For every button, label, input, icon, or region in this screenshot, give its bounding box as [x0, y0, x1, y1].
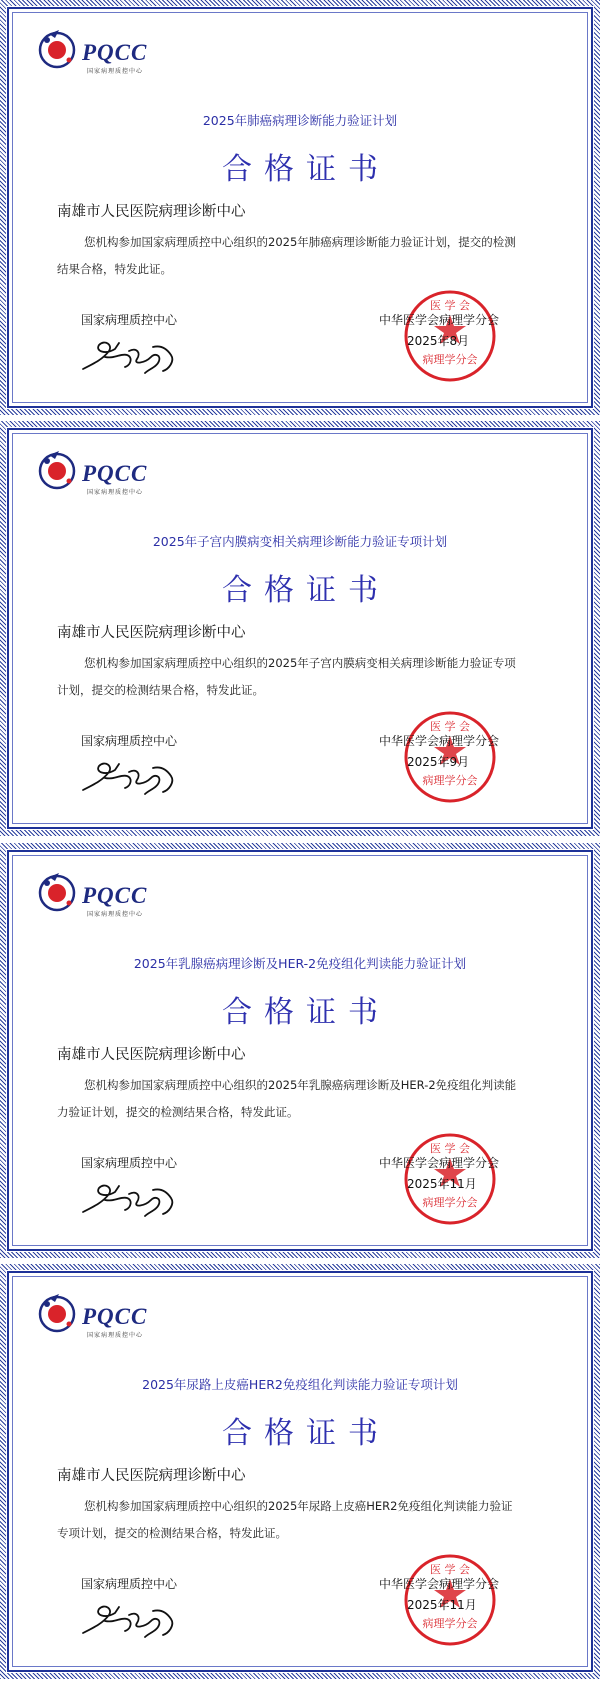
certificate-body [57, 1072, 551, 1126]
body-line-1: 您机构参加国家病理质控中心组织的2025年子宫内膜病变相关病理诊断能力验证专项 [84, 656, 516, 670]
signature-image [75, 329, 185, 377]
logo-wordmark: PQCC [82, 40, 148, 65]
plan-title: 2025年尿路上皮癌HER2免疫组化判读能力验证专项计划 [142, 1377, 458, 1392]
certificate-title: 合格证书 [222, 995, 390, 1030]
pqcc-logo [35, 26, 165, 75]
svg-text:医 学 会: 医 学 会 [430, 1142, 470, 1155]
certificate-card [0, 843, 600, 1258]
signature-image [75, 1172, 185, 1220]
issue-date: 2025年11月 [407, 1177, 477, 1191]
pqcc-logo [35, 447, 165, 496]
logo-subtitle: 国家病理质控中心 [87, 1332, 144, 1339]
svg-text:病理学分会: 病理学分会 [422, 774, 478, 787]
certificate-title: 合格证书 [222, 152, 390, 187]
pqcc-logo-icon [35, 447, 81, 493]
certificate-card [0, 1264, 600, 1679]
logo-subtitle: 国家病理质控中心 [87, 68, 144, 75]
signature-image [75, 1593, 185, 1641]
plan-title: 2025年子宫内膜病变相关病理诊断能力验证专项计划 [152, 534, 448, 549]
certificate-title: 合格证书 [222, 1416, 390, 1451]
issuer-right: 中华医学会病理学分会 [379, 1156, 500, 1170]
pqcc-logo-icon [35, 869, 81, 915]
pqcc-logo-icon [35, 26, 81, 72]
certificate-frame [7, 428, 593, 829]
body-line-2: 结果合格，特发此证。 [57, 262, 172, 276]
issuer-left: 国家病理质控中心 [81, 1577, 178, 1591]
certificate-body [57, 650, 551, 704]
recipient-name: 南雄市人民医院病理诊断中心 [57, 204, 246, 220]
body-line-2: 计划，提交的检测结果合格，特发此证。 [57, 683, 264, 697]
issuer-right: 中华医学会病理学分会 [379, 734, 500, 748]
logo-subtitle: 国家病理质控中心 [87, 911, 144, 918]
issue-date: 2025年8月 [407, 334, 470, 348]
issuer-right: 中华医学会病理学分会 [379, 1577, 500, 1591]
signature-image [75, 750, 185, 798]
certificate-body [57, 1493, 551, 1547]
pqcc-logo-icon [35, 1290, 81, 1336]
certificate-title: 合格证书 [222, 573, 390, 608]
pqcc-logo [35, 869, 165, 918]
recipient-name: 南雄市人民医院病理诊断中心 [57, 1468, 246, 1484]
logo-wordmark: PQCC [82, 461, 148, 486]
svg-text:病理学分会: 病理学分会 [422, 1196, 478, 1209]
recipient-name: 南雄市人民医院病理诊断中心 [57, 1047, 246, 1063]
issue-date: 2025年9月 [407, 755, 470, 769]
svg-text:医 学 会: 医 学 会 [430, 720, 470, 733]
plan-title: 2025年肺癌病理诊断能力验证计划 [202, 113, 398, 128]
plan-title: 2025年乳腺癌病理诊断及HER-2免疫组化判读能力验证计划 [133, 956, 467, 971]
certificate-card [0, 421, 600, 836]
body-line-1: 您机构参加国家病理质控中心组织的2025年乳腺癌病理诊断及HER-2免疫组化判读能 [84, 1078, 517, 1092]
svg-text:病理学分会: 病理学分会 [422, 1617, 478, 1630]
recipient-name: 南雄市人民医院病理诊断中心 [57, 625, 246, 641]
certificate-frame [7, 7, 593, 408]
body-line-2: 专项计划，提交的检测结果合格，特发此证。 [57, 1526, 287, 1540]
pqcc-logo [35, 1290, 165, 1339]
issuer-right: 中华医学会病理学分会 [379, 313, 500, 327]
body-line-1: 您机构参加国家病理质控中心组织的2025年肺癌病理诊断能力验证计划，提交的检测 [84, 235, 516, 249]
issuer-left: 国家病理质控中心 [81, 1156, 178, 1170]
certificate-frame [7, 850, 593, 1251]
svg-text:医 学 会: 医 学 会 [430, 299, 470, 312]
svg-text:医 学 会: 医 学 会 [430, 1563, 470, 1576]
body-line-1: 您机构参加国家病理质控中心组织的2025年尿路上皮癌HER2免疫组化判读能力验证 [84, 1499, 513, 1513]
certificate-card [0, 0, 600, 415]
body-line-2: 力验证计划，提交的检测结果合格，特发此证。 [57, 1105, 299, 1119]
logo-subtitle: 国家病理质控中心 [87, 489, 144, 496]
issue-date: 2025年11月 [407, 1598, 477, 1612]
issuer-left: 国家病理质控中心 [81, 313, 178, 327]
svg-text:病理学分会: 病理学分会 [422, 353, 478, 366]
logo-wordmark: PQCC [82, 1304, 148, 1329]
certificate-frame [7, 1271, 593, 1672]
logo-wordmark: PQCC [82, 883, 148, 908]
issuer-left: 国家病理质控中心 [81, 734, 178, 748]
certificate-body [57, 229, 551, 283]
